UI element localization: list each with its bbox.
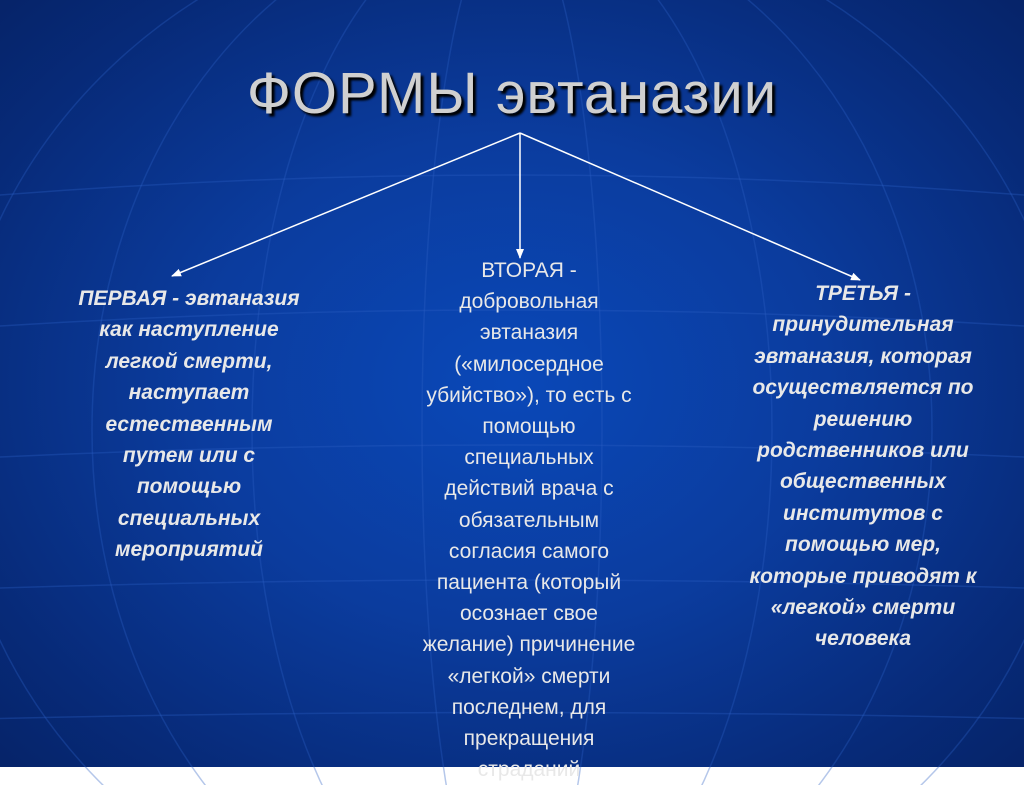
second-form-text: ВТОРАЯ - добровольная эвтаназия («милосердное убийство»), то есть с помощью специальных действий врача с обязательным согласия самого пациента (который осознает свое желание) причинение «легкой» смерти последнем, для прекращения страданий	[422, 259, 636, 782]
first-form-text: ПЕРВАЯ - эвтаназия как наступление легкой смерти, наступает естественным путем или с помощью специальных мероприятий	[78, 287, 300, 562]
third-form-text: ТРЕТЬЯ - принудительная эвтаназия, которая осуществляется по решению родственников или общественных институтов с помощью мер, которые приводят к «легкой» смерти человека	[749, 282, 977, 651]
slide-title: ФОРМЫ эвтаназии	[246, 61, 778, 126]
